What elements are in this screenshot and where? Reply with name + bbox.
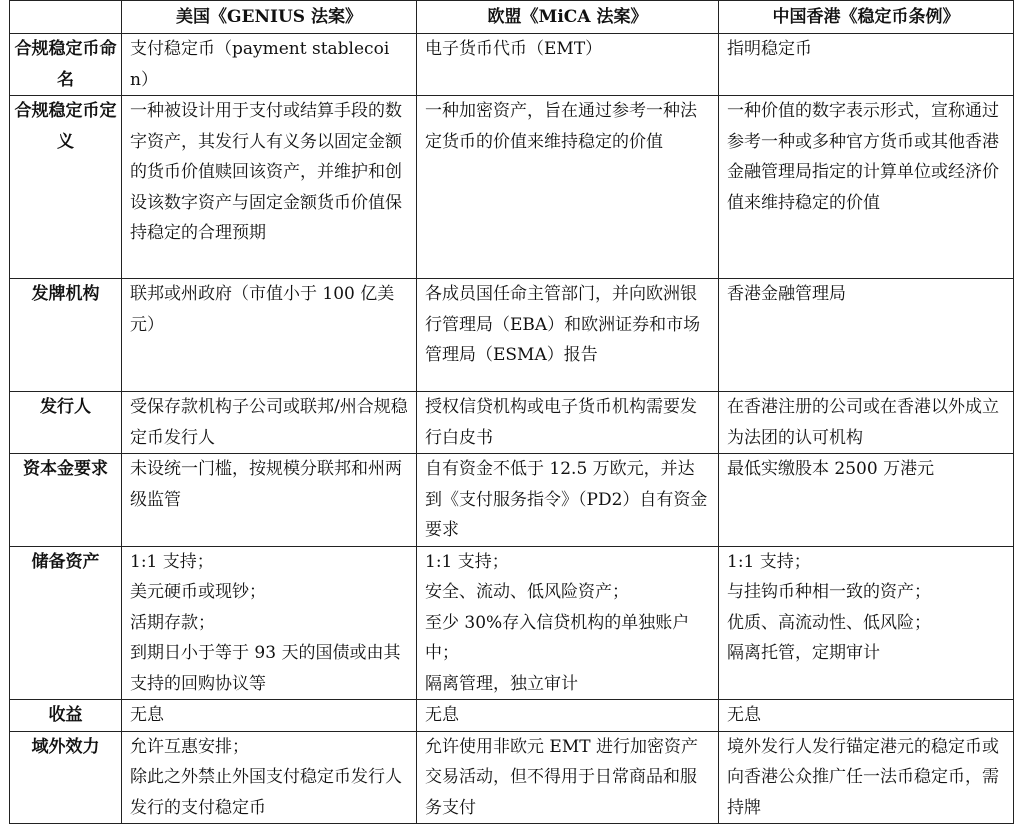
row-label: 合规稳定币定义: [10, 96, 122, 279]
stablecoin-comparison-table: [9, 0, 1014, 824]
table-row-yield: [10, 700, 1014, 732]
cell-line: 与挂钩币种相一致的资产；: [727, 582, 931, 602]
cell-hk: 在香港注册的公司或在香港以外成立为法团的认可机构: [719, 392, 1014, 454]
cell-us: 未设统一门槛，按规模分联邦和州两级监管: [122, 454, 417, 547]
cell-hk: [719, 546, 1014, 700]
cell-us: 联邦或州政府（市值小于 100 亿美元）: [122, 279, 417, 392]
table-row-licensing-authority: [10, 279, 1014, 392]
cell-line: 除此之外禁止外国支付稳定币发行人发行的支付稳定币: [130, 767, 402, 818]
header-row: [10, 1, 1014, 34]
cell-line: 优质、高流动性、低风险；: [727, 612, 931, 633]
cell-us: [122, 546, 417, 700]
table-row-extraterritorial-effect: [10, 731, 1014, 824]
cell-eu: 授权信贷机构或电子货币机构需要发行白皮书: [417, 392, 719, 454]
row-label: 储备资产: [10, 546, 122, 700]
cell-hk: 最低实缴股本 2500 万港元: [719, 454, 1014, 547]
cell-hk: 境外发行人发行锚定港元的稳定币或向香港公众推广任一法币稳定币，需持牌: [719, 731, 1014, 824]
cell-line: 隔离托管，定期审计: [727, 643, 880, 663]
cell-line: 至少 30%存入信贷机构的单独账户中；: [425, 612, 690, 663]
cell-line: 允许互惠安排；: [130, 736, 249, 757]
cell-eu: 一种加密资产，旨在通过参考一种法定货币的价值来维持稳定的价值: [417, 96, 719, 279]
cell-us: [122, 731, 417, 824]
cell-hk: 香港金融管理局: [719, 279, 1014, 392]
cell-hk: 一种价值的数字表示形式，宣称通过参考一种或多种官方货币或其他香港金融管理局指定的计算单位或经济价值来维持稳定的价值: [719, 96, 1014, 279]
table-row-capital-requirement: [10, 454, 1014, 547]
table-row-reserve-assets: [10, 546, 1014, 700]
cell-eu: 无息: [417, 700, 719, 732]
table-row-compliant-name: [10, 34, 1014, 96]
cell-us: 一种被设计用于支付或结算手段的数字资产，其发行人有义务以固定金额的货币价值赎回该资产，并维护和创设该数字资产与固定金额货币价值保持稳定的合理预期: [122, 96, 417, 279]
table-row-compliant-definition: [10, 96, 1014, 279]
row-label: 收益: [10, 700, 122, 732]
cell-eu: 允许使用非欧元 EMT 进行加密资产交易活动，但不得用于日常商品和服务支付: [417, 731, 719, 824]
cell-line: 1:1 支持；: [130, 551, 214, 572]
cell-line: 活期存款；: [130, 612, 215, 633]
cell-line: 安全、流动、低风险资产；: [425, 582, 629, 602]
row-label: 资本金要求: [10, 454, 122, 547]
cell-hk: 无息: [719, 700, 1014, 732]
header-us: 美国《GENIUS 法案》: [122, 1, 417, 34]
cell-eu: 各成员国任命主管部门，并向欧洲银行管理局（EBA）和欧洲证券和市场管理局（ESMA）报告: [417, 279, 719, 392]
cell-us: 受保存款机构子公司或联邦/州合规稳定币发行人: [122, 392, 417, 454]
row-label: 域外效力: [10, 731, 122, 824]
header-hk: 中国香港《稳定币条例》: [719, 1, 1014, 34]
cell-us: 支付稳定币（payment stablecoin）: [122, 34, 417, 96]
table-row-issuer: [10, 392, 1014, 454]
cell-line: 隔离管理，独立审计: [425, 673, 578, 694]
cell-line: 美元硬币或现钞；: [130, 582, 266, 602]
row-label: 发行人: [10, 392, 122, 454]
cell-us: 无息: [122, 700, 417, 732]
cell-line: 1:1 支持；: [727, 551, 811, 572]
cell-eu: 自有资金不低于 12.5 万欧元，并达到《支付服务指令》（PD2）自有资金要求: [417, 454, 719, 547]
cell-eu: [417, 546, 719, 700]
row-label: 发牌机构: [10, 279, 122, 392]
row-label: 合规稳定币命名: [10, 34, 122, 96]
cell-line: 到期日小于等于 93 天的国债或由其支持的回购协议等: [130, 643, 401, 694]
cell-hk: 指明稳定币: [719, 34, 1014, 96]
header-blank-cell: [10, 1, 122, 34]
cell-line: 1:1 支持；: [425, 551, 509, 572]
header-eu: 欧盟《MiCA 法案》: [417, 1, 719, 34]
cell-eu: 电子货币代币（EMT）: [417, 34, 719, 96]
